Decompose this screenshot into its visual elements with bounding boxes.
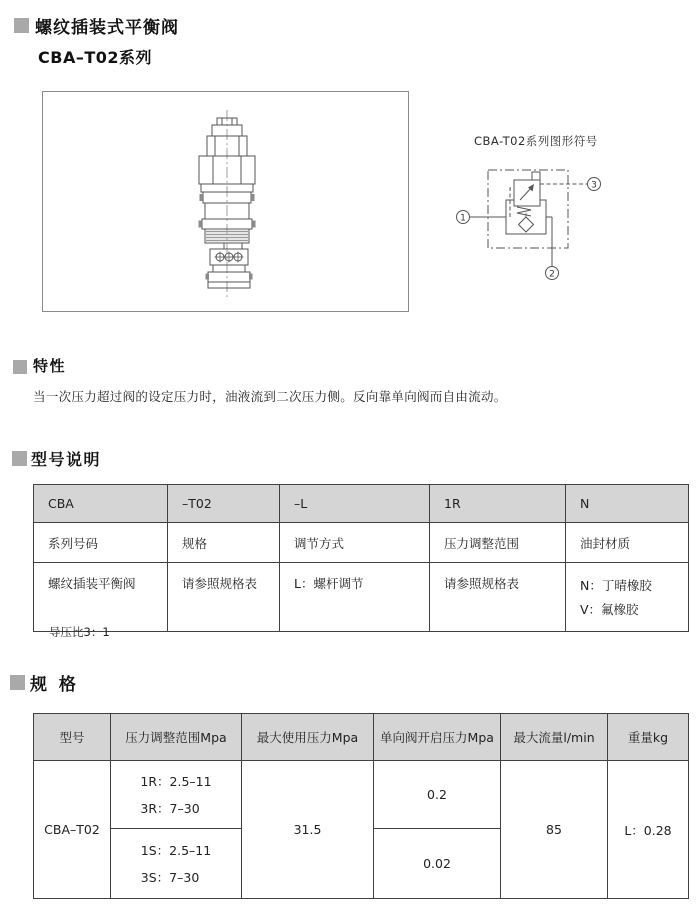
- label-cell-series: 系列号码: [34, 523, 168, 563]
- model-code-table: [33, 484, 689, 632]
- spec-cell-model: CBA–T02: [34, 761, 111, 899]
- model-code-row: [34, 485, 689, 523]
- port-1-label: 1: [460, 213, 466, 224]
- spec-header-weight: 重量kg: [608, 714, 689, 761]
- seal-option-v: V：氟橡胶: [580, 602, 639, 617]
- page-subtitle: CBA–T02系列: [38, 48, 153, 67]
- symbol-caption: CBA-T02系列图形符号: [474, 134, 598, 148]
- label-cell-range: 压力调整范围: [430, 523, 566, 563]
- valve-cross-section-drawing: [43, 92, 408, 311]
- range-1r: 1R：2.5–11: [140, 773, 212, 789]
- range-3s: 3S：7–30: [140, 869, 200, 885]
- label-cell-size: 规格: [168, 523, 280, 563]
- spec-cell-open-pressure-2: 0.02: [374, 829, 501, 899]
- code-cell-seal: N: [566, 485, 689, 523]
- spec-cell-range-s: [111, 829, 242, 899]
- section-marker-icon: [12, 451, 27, 466]
- model-value-row: [34, 563, 689, 632]
- spec-cell-open-pressure-1: 0.2: [374, 761, 501, 829]
- page-title: 螺纹插装式平衡阀: [35, 18, 179, 38]
- value-cell-size: 请参照规格表: [168, 563, 280, 632]
- model-label-row: [34, 523, 689, 563]
- code-cell-series: CBA: [34, 485, 168, 523]
- spec-header-max-pressure: 最大使用压力Mpa: [242, 714, 374, 761]
- features-text: 当一次压力超过阀的设定压力时，油液流到二次压力侧。反向靠单向阀而自由流动。: [33, 389, 507, 404]
- code-cell-range: 1R: [430, 485, 566, 523]
- spec-header-range: 压力调整范围Mpa: [111, 714, 242, 761]
- value-cell-adjust: L：螺杆调节: [280, 563, 430, 632]
- spec-header-max-flow: 最大流量l/min: [501, 714, 608, 761]
- hydraulic-symbol-diagram: [440, 158, 670, 300]
- range-3r: 3R：7–30: [140, 800, 200, 816]
- range-1s: 1S：2.5–11: [140, 842, 212, 858]
- spec-cell-max-pressure: 31.5: [242, 761, 374, 899]
- pilot-ratio-note: 导压比3：1: [49, 625, 110, 639]
- seal-option-n: N：丁晴橡胶: [580, 578, 652, 593]
- spec-cell-range-r: [111, 761, 242, 829]
- specifications-table: [33, 713, 689, 899]
- value-cell-series: 螺纹插装平衡阀: [34, 563, 168, 632]
- value-cell-range: 请参照规格表: [430, 563, 566, 632]
- code-cell-size: –T02: [168, 485, 280, 523]
- section-marker-icon: [10, 675, 25, 690]
- model-heading: 型号说明: [31, 450, 102, 469]
- features-heading: 特性: [33, 357, 67, 375]
- specs-heading: 规 格: [30, 675, 79, 695]
- port-2-label: 2: [549, 269, 555, 280]
- label-cell-adjust: 调节方式: [280, 523, 430, 563]
- label-cell-seal: 油封材质: [566, 523, 689, 563]
- section-marker-icon: [13, 360, 27, 374]
- port-3-label: 3: [591, 180, 597, 191]
- spec-cell-weight: L：0.28: [608, 761, 689, 899]
- spec-cell-max-flow: 85: [501, 761, 608, 899]
- section-marker-icon: [14, 18, 29, 33]
- spec-data-row-1: [34, 761, 689, 829]
- spec-header-row: [34, 714, 689, 761]
- spec-header-model: 型号: [34, 714, 111, 761]
- code-cell-adjust: –L: [280, 485, 430, 523]
- value-cell-seal: [566, 563, 689, 632]
- spec-header-open-pressure: 单向阀开启压力Mpa: [374, 714, 501, 761]
- valve-drawing-box: [42, 91, 409, 312]
